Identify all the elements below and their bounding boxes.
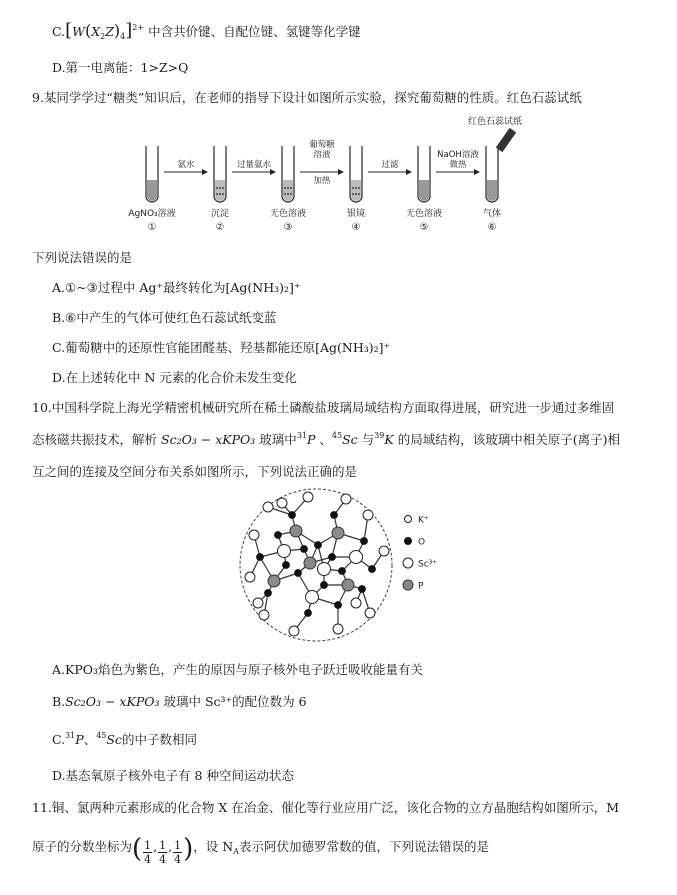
reagent-label: 过量氨水 (236, 160, 272, 170)
atom-k (379, 546, 389, 556)
atom-o (283, 562, 290, 569)
q10-stem-line3: 互之间的连接及空间分布关系如图所示，下列说法正确的是 (32, 464, 358, 479)
q10-stem-line2: 态核磁共振技术，解析 Sc₂O₃ − xKPO₃ 玻璃中$^{31}$P 、$^{45}$Sc 与$^{39}$K 的局域结构，该玻璃中相关原子(离子)相 (32, 431, 620, 447)
reagent-label: 加热 (313, 176, 331, 186)
tube-number: ⑤ (419, 222, 429, 233)
tube-number: ② (215, 222, 225, 233)
atom-k (363, 510, 373, 520)
litmus-paper (468, 115, 522, 152)
atom-o (331, 512, 338, 519)
atom-p (342, 579, 354, 591)
atom-k (333, 624, 343, 634)
q9-question: 下列说法错误的是 (32, 250, 133, 265)
reaction-arrow-5 (436, 149, 480, 175)
legend-swatch (405, 516, 412, 523)
test-tube-4 (347, 146, 365, 233)
atom-o (329, 554, 336, 561)
atom-k (277, 498, 287, 508)
reagent-label: 微热 (449, 160, 467, 170)
q10-option-d: D.基态氧原子核外电子有 8 种空间运动状态 (52, 768, 294, 783)
legend-item (405, 538, 426, 548)
q9-option-c: C.葡萄糖中的还原性官能团醛基、羟基都能还原[Ag(NH₃)₂]⁺ (52, 340, 391, 355)
tube-number: ⑥ (487, 222, 497, 233)
tube-label: 无色溶液 (269, 209, 307, 219)
atom-o (289, 512, 296, 519)
atom-k (289, 626, 299, 636)
atom-o (369, 566, 376, 573)
atom-sc (306, 591, 319, 604)
atom-o (275, 532, 282, 539)
q10-option-c: C.$^{31}$P、$^{45}$Sc的中子数相同 (52, 731, 197, 747)
test-tube-3 (270, 146, 306, 233)
test-tube-1 (128, 146, 175, 233)
legend-label: K⁺ (418, 515, 429, 526)
atom-k (253, 598, 263, 608)
q11-stem-line2: 原子的分数坐标为( $\frac{1}{4}$ , $\frac{1}{4}$ , $\frac{1}{4}$ )，设 $N_A$表示阿伏加德罗常数的值，下列说法错误的是 (32, 834, 490, 866)
q10-option-a: A.KPO₃焰色为紫色，产生的原因与原子核外电子跃迁吸收能量有关 (52, 662, 424, 677)
tube-label: 沉淀 (210, 209, 230, 219)
q9-option-d: D.在上述转化中 N 元素的化合价未发生变化 (52, 370, 297, 385)
legend-item (405, 516, 429, 526)
reaction-arrow-1 (164, 159, 208, 175)
q9-experiment-figure (120, 110, 540, 235)
atom-k (259, 610, 269, 620)
q8-option-c: $C.[W(X_2Z)_4]^{2+}$ 中含共价键、自配位键、氢键等化学键 (52, 20, 361, 41)
atom-p (268, 575, 280, 587)
q11-stem-line1: 11.铜、氯两种元素形成的化合物 X 在冶金、催化等行业应用广泛，该化合物的立方晶胞结构如图所示，M (32, 800, 620, 815)
legend-swatch (403, 580, 413, 590)
q9-option-b: B.⑥中产生的气体可使红色石蕊试纸变蓝 (52, 310, 277, 325)
legend-item (403, 558, 437, 570)
atom-o (321, 582, 328, 589)
atom-sc (318, 563, 331, 576)
test-tube-2 (211, 146, 229, 233)
atom-o (295, 570, 302, 577)
q9-stem: 9.某同学学过“糖类”知识后，在老师的指导下设计如图所示实验，探究葡萄糖的性质。红色石蕊试纸 (32, 90, 582, 105)
atom-o (361, 538, 368, 545)
reagent-label: 葡萄糖 (309, 140, 335, 150)
atom-k (263, 502, 273, 512)
legend-swatch (403, 558, 413, 568)
legend-swatch (405, 538, 412, 545)
q8-option-d: D.第一电离能：1>Z>Q (52, 60, 189, 75)
fraction: $\frac{1}{4}$ (174, 839, 182, 866)
atom-k (245, 572, 255, 582)
tube-number: ④ (351, 222, 361, 233)
q9-option-a: A.①~③过程中 Ag⁺最终转化为[Ag(NH₃)₂]⁺ (52, 280, 301, 295)
fraction: $\frac{1}{4}$ (144, 839, 152, 866)
legend-label: O (418, 537, 426, 548)
fraction: $\frac{1}{4}$ (159, 839, 167, 866)
atom-k (341, 494, 351, 504)
reagent-label: 过滤 (381, 160, 399, 170)
tube-label: 无色溶液 (405, 209, 443, 219)
reagent-label: 溶液 (313, 150, 331, 160)
tube-label: AgNO₃溶液 (128, 209, 176, 219)
atom-o (305, 610, 312, 617)
q10-option-b: B.Sc₂O₃ − xKPO₃ 玻璃中 Sc³⁺的配位数为 6 (52, 694, 307, 709)
q10-stem-line1: 10.中国科学院上海光学精密机械研究所在稀土磷酸盐玻璃局域结构方面取得进展，研究进一步通过多维固 (32, 400, 615, 415)
atom-k (365, 608, 375, 618)
q10-glass-structure-figure (238, 485, 448, 645)
atom-o (359, 586, 366, 593)
litmus-paper-label: 红色石蕊试纸 (468, 117, 523, 127)
reaction-arrow-4 (368, 159, 412, 175)
atom-o (301, 546, 308, 553)
atom-o (257, 554, 264, 561)
tube-label: 气体 (482, 209, 502, 219)
test-tube-6 (483, 146, 501, 233)
atom-p (304, 557, 316, 569)
legend-label: P (418, 581, 424, 592)
reagent-label: NaOH溶液 (437, 150, 479, 160)
tube-number: ① (147, 222, 157, 233)
atom-k (303, 492, 313, 502)
atom-o (339, 568, 346, 575)
atom-o (265, 590, 272, 597)
tube-number: ③ (283, 222, 293, 233)
reaction-arrow-3 (300, 139, 344, 186)
atom-k (351, 598, 361, 608)
atom-sc (278, 545, 291, 558)
legend-item (403, 580, 424, 592)
atom-o (335, 602, 342, 609)
tube-label: 银镜 (346, 209, 366, 219)
atom-o (315, 542, 322, 549)
reaction-arrow-2 (232, 159, 276, 175)
atom-sc (350, 551, 363, 564)
atom-p (290, 525, 302, 537)
reagent-label: 氨水 (177, 160, 195, 170)
legend-label: Sc³⁺ (418, 559, 438, 570)
atom-p (332, 527, 344, 539)
atom-k (249, 530, 259, 540)
